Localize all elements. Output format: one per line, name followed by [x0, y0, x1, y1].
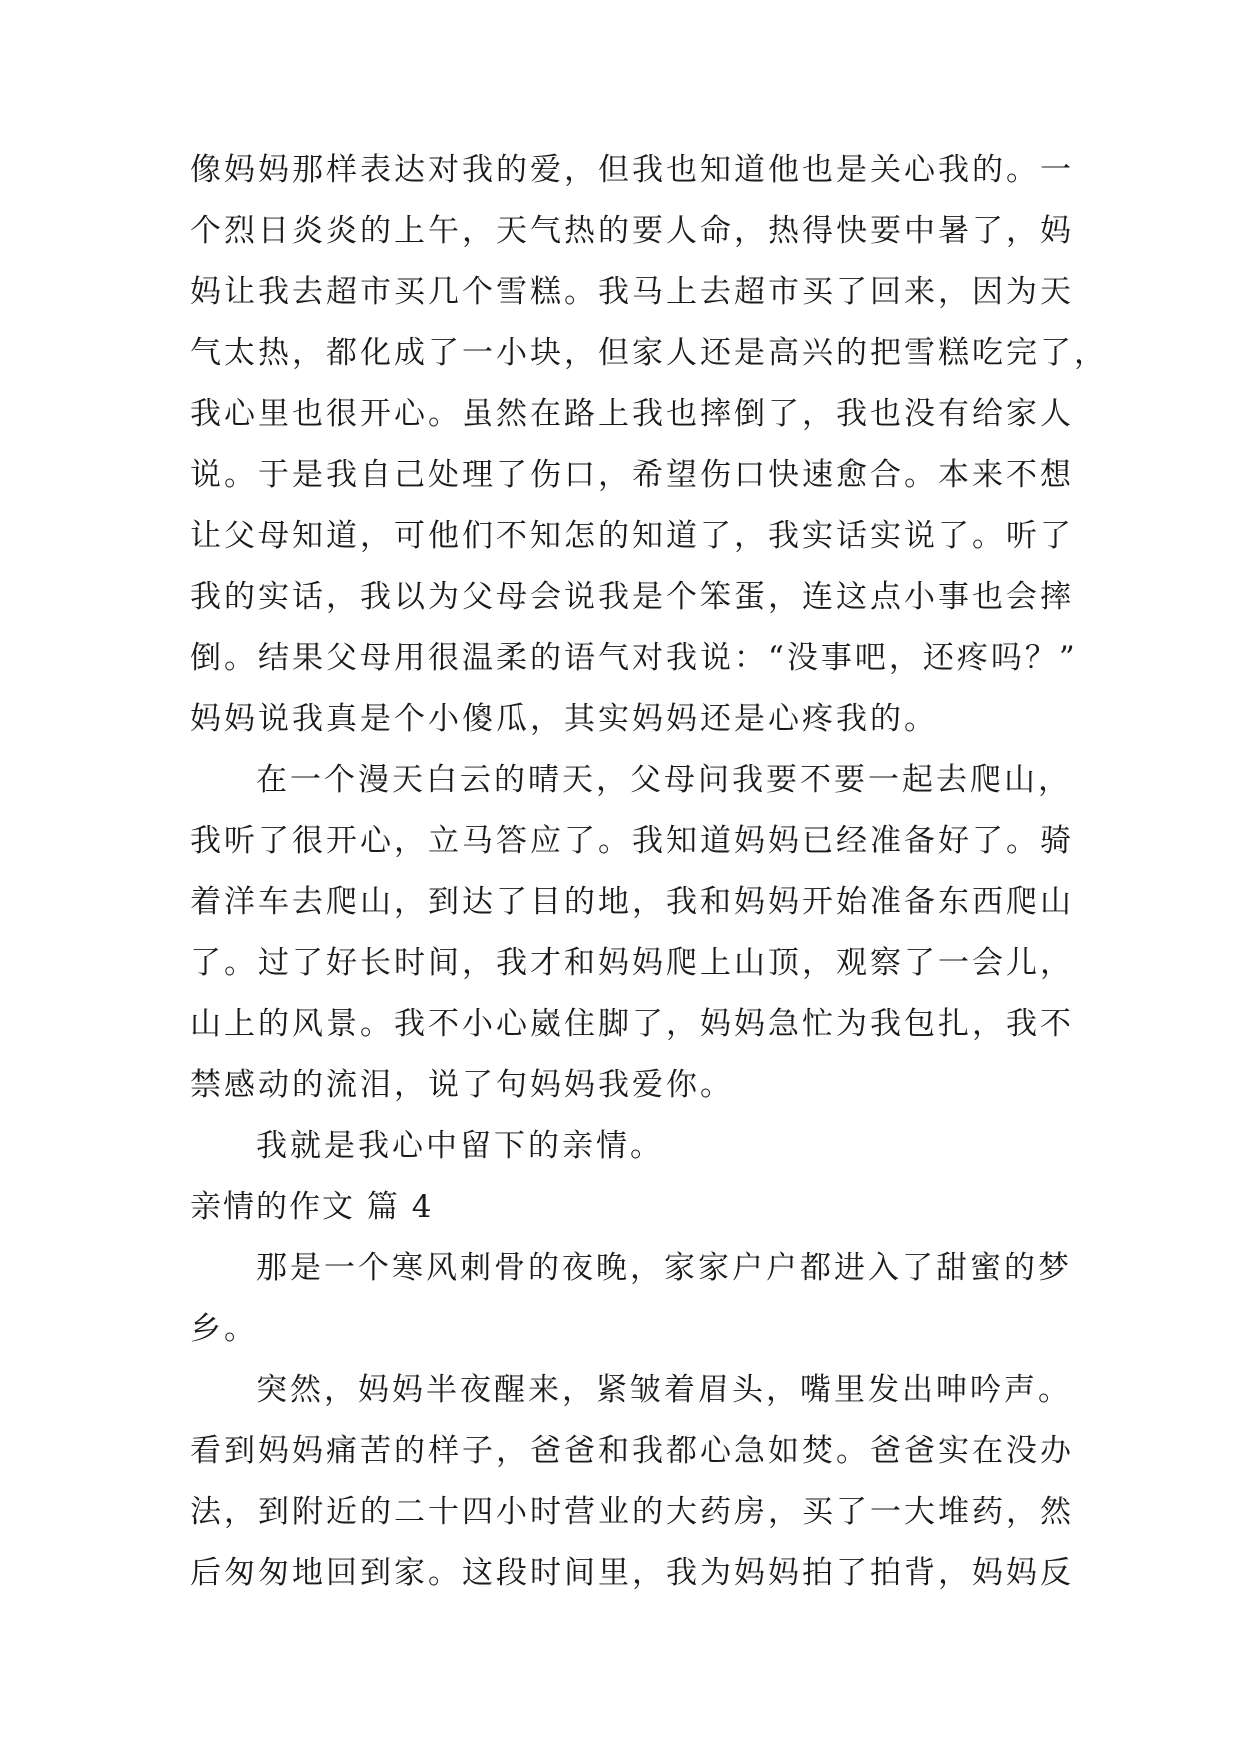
text-line: 我的实话，我以为父母会说我是个笨蛋，连这点小事也会摔 [190, 579, 1074, 615]
text-line: 后匆匆地回到家。这段时间里，我为妈妈拍了拍背，妈妈反 [190, 1555, 1074, 1591]
text-line: 我心里也很开心。虽然在路上我也摔倒了，我也没有给家人 [190, 396, 1074, 432]
text-line: 了。过了好长时间，我才和妈妈爬上山顶，观察了一会儿， [190, 945, 1074, 981]
text-line: 法，到附近的二十四小时营业的大药房，买了一大堆药，然 [190, 1494, 1074, 1530]
text-line: 说。于是我自己处理了伤口，希望伤口快速愈合。本来不想 [190, 457, 1074, 493]
text-line: 个烈日炎炎的上午，天气热的要人命，热得快要中暑了，妈 [190, 213, 1074, 249]
text-line: 气太热，都化成了一小块，但家人还是高兴的把雪糕吃完了， [190, 335, 1108, 371]
text-line: 乡。 [190, 1311, 258, 1347]
section-heading: 亲情的作文 篇 4 [190, 1189, 434, 1225]
paragraph-start-line: 在一个漫天白云的晴天，父母问我要不要一起去爬山， [256, 762, 1072, 798]
text-line: 着洋车去爬山，到达了目的地，我和妈妈开始准备东西爬山 [190, 884, 1074, 920]
paragraph-start-line: 我就是我心中留下的亲情。 [256, 1128, 664, 1164]
text-line: 山上的风景。我不小心崴住脚了，妈妈急忙为我包扎，我不 [190, 1006, 1074, 1042]
text-line: 妈让我去超市买几个雪糕。我马上去超市买了回来，因为天 [190, 274, 1074, 310]
text-line: 我听了很开心，立马答应了。我知道妈妈已经准备好了。骑 [190, 823, 1074, 859]
text-line: 看到妈妈痛苦的样子，爸爸和我都心急如焚。爸爸实在没办 [190, 1433, 1074, 1469]
paragraph-start-line: 突然，妈妈半夜醒来，紧皱着眉头，嘴里发出呻吟声。 [256, 1372, 1072, 1408]
body-text [190, 140, 1108, 1604]
text-line: 禁感动的流泪，说了句妈妈我爱你。 [190, 1067, 734, 1103]
text-line: 像妈妈那样表达对我的爱，但我也知道他也是关心我的。一 [190, 152, 1074, 188]
text-line: 妈妈说我真是个小傻瓜，其实妈妈还是心疼我的。 [190, 701, 938, 737]
paragraph-start-line: 那是一个寒风刺骨的夜晚，家家户户都进入了甜蜜的梦 [256, 1250, 1072, 1286]
text-line: 倒。结果父母用很温柔的语气对我说：“没事吧，还疼吗？” [190, 640, 1078, 676]
text-line: 让父母知道，可他们不知怎的知道了，我实话实说了。听了 [190, 518, 1074, 554]
